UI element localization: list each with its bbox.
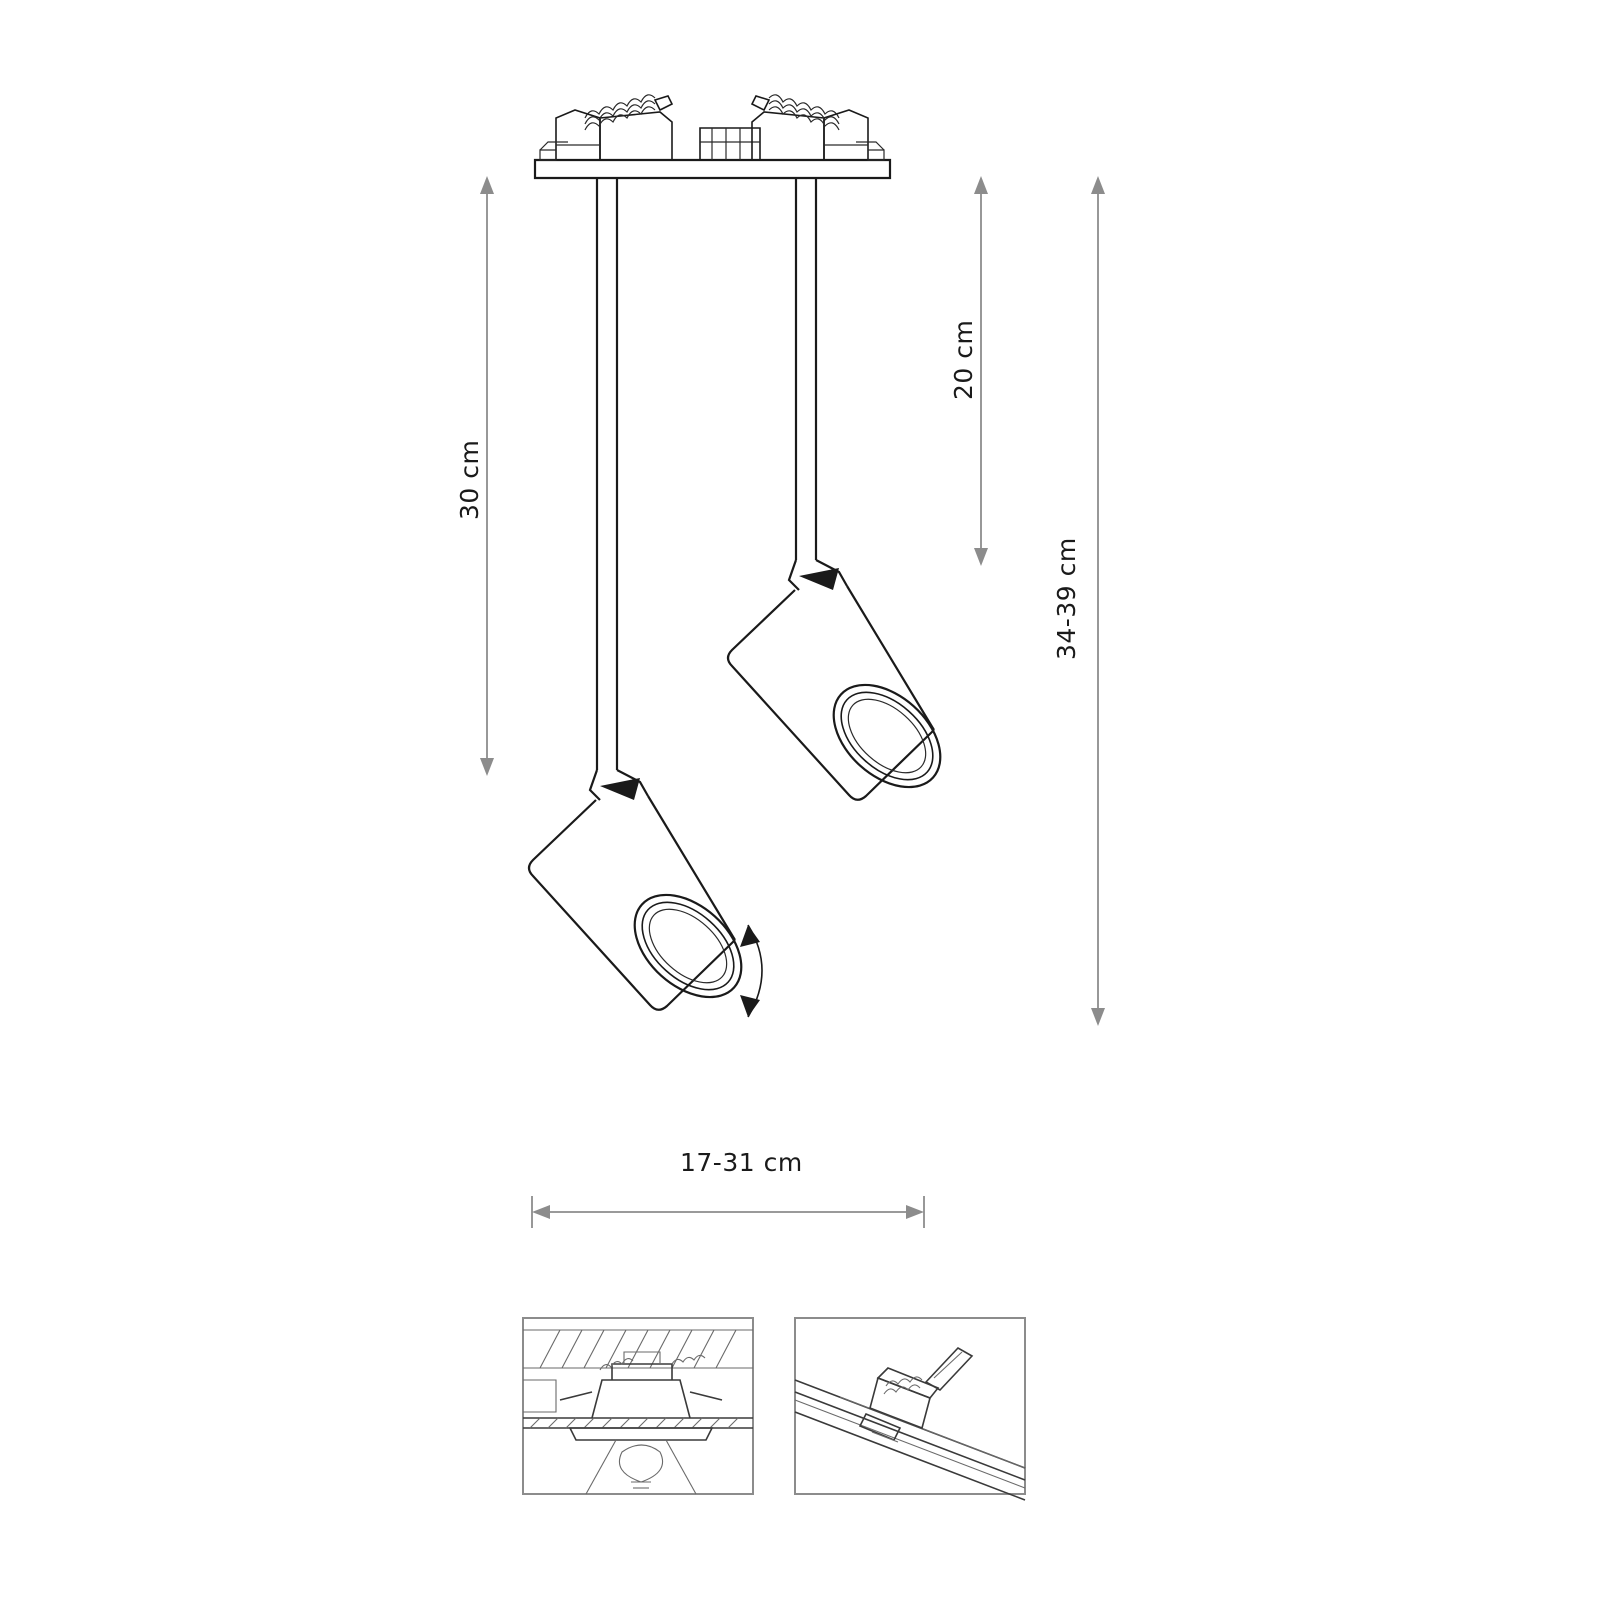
inset-track-mount <box>795 1318 1025 1500</box>
dimension-label-20cm: 20 cm <box>949 319 978 400</box>
inset-ceiling-mount <box>523 1318 753 1494</box>
dimension-label-17-31cm: 17-31 cm <box>680 1148 803 1177</box>
dimension-label-34-39cm: 34-39 cm <box>1052 537 1081 660</box>
dimension-label-30cm: 30 cm <box>455 439 484 520</box>
